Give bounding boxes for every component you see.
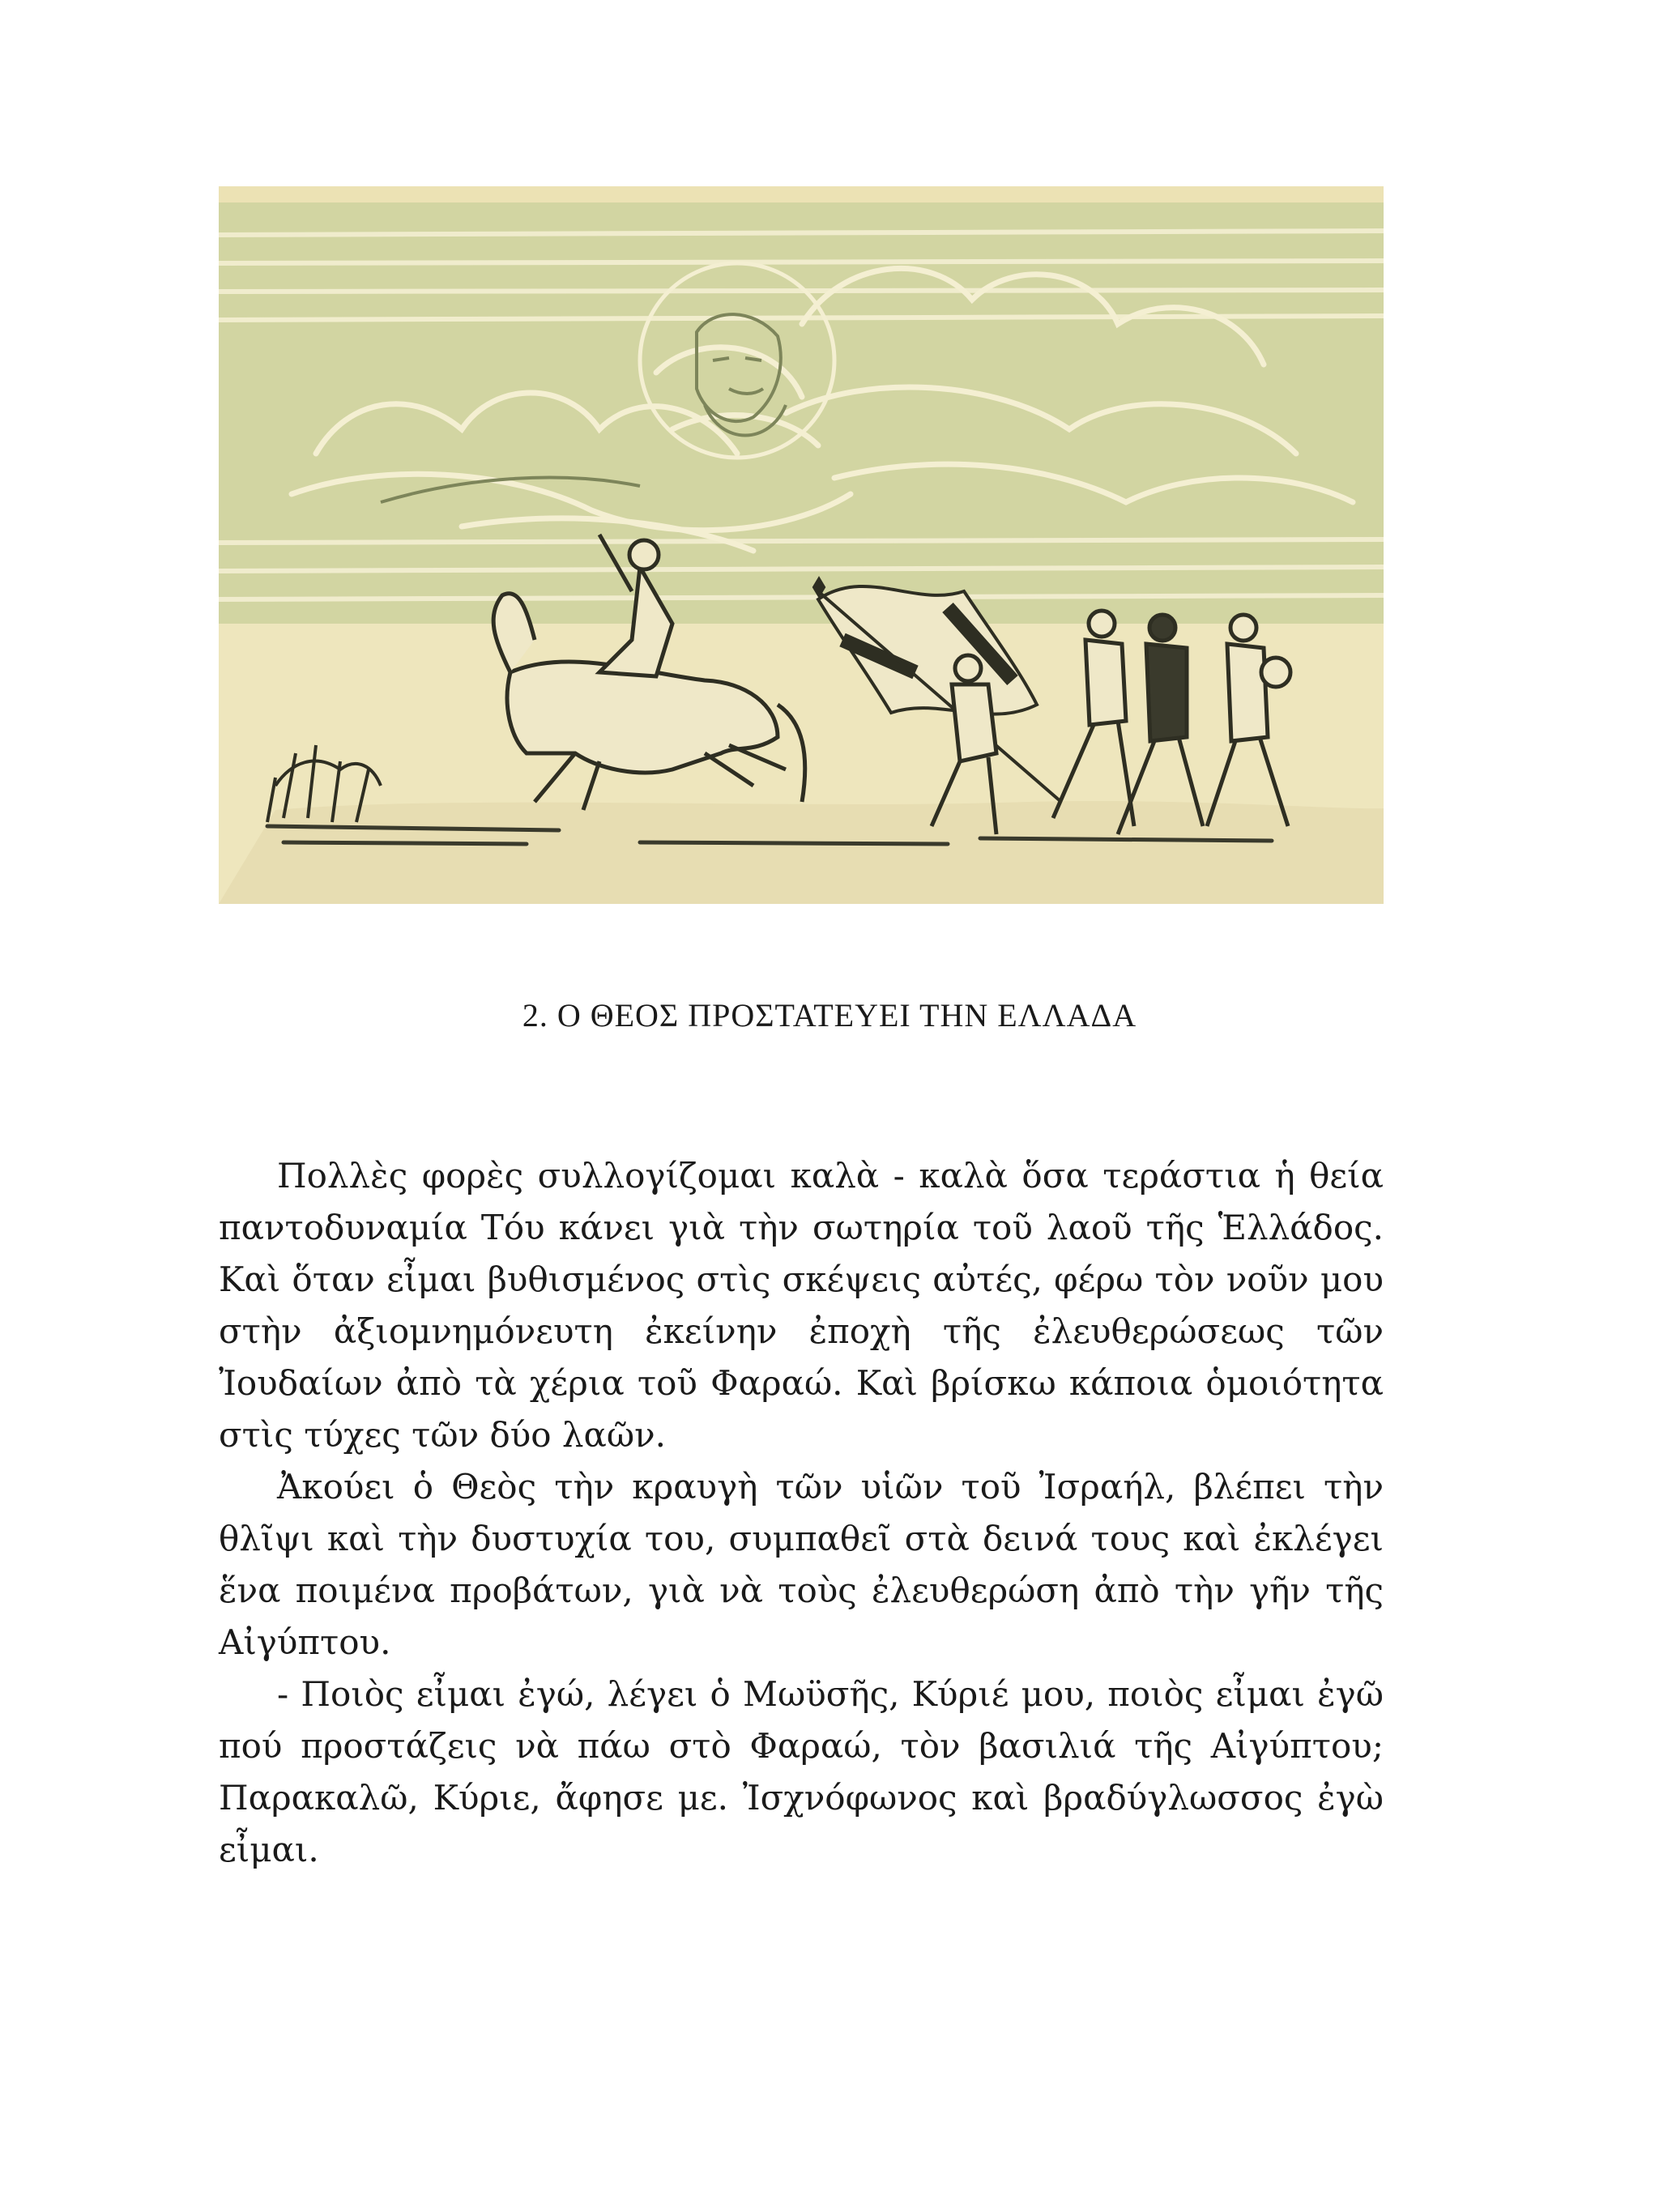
illustration	[219, 186, 1384, 904]
paragraph: Ἀκούει ὁ Θεὸς τὴν κραυγὴ τῶν υἱῶν τοῦ Ἰσραήλ, βλέπει τὴν θλῖψι καὶ τὴν δυστυχία του, συμπαθεῖ στὰ δεινά τους καὶ ἐκλέγει ἕνα ποιμένα προβάτων, γιὰ νὰ τοὺς ἐλευθερώση ἀπὸ τὴν γῆν τῆς Αἰγύπτου.	[219, 1467, 1384, 1662]
chapter-title: 2. Ο ΘΕΟΣ ΠΡΟΣΤΑΤΕΥΕΙ ΤΗΝ ΕΛΛΑΔΑ	[522, 997, 1137, 1034]
body-text	[219, 1150, 1384, 1876]
paragraph: - Ποιὸς εἶμαι ἐγώ, λέγει ὁ Μωϋσῆς, Κύριέ μου, ποιὸς εἶμαι ἐγῶ πού προστάζεις νὰ πάω στὸ Φαραώ, τὸν βασιλιά τῆς Αἰγύπτου; Παρακαλῶ, Κύριε, ἄφησε με. Ἰσχνόφωνος καὶ βραδύγλωσσος ἐγὼ εἶμαι.	[219, 1674, 1384, 1869]
paragraph: Πολλὲς φορὲς συλλογίζομαι καλὰ - καλὰ ὅσα τεράστια ἡ θεία παντοδυναμία Τόυ κάνει γιὰ τὴν σωτηρία τοῦ λαοῦ τῆς Ἑλλάδος. Καὶ ὅταν εἶμαι βυθισμένος στὶς σκέψεις αὐτές, φέρω τὸν νοῦν μου στὴν ἀξιομνημόνευτη ἐκείνην ἐποχὴ τῆς ἐλευθερώσεως τῶν Ἰουδαίων ἀπὸ τὰ χέρια τοῦ Φαραώ. Καὶ βρίσκω κάποια ὁμοιότητα στὶς τύχες τῶν δύο λαῶν.	[219, 1156, 1384, 1455]
illustration-drawing	[219, 186, 1384, 904]
